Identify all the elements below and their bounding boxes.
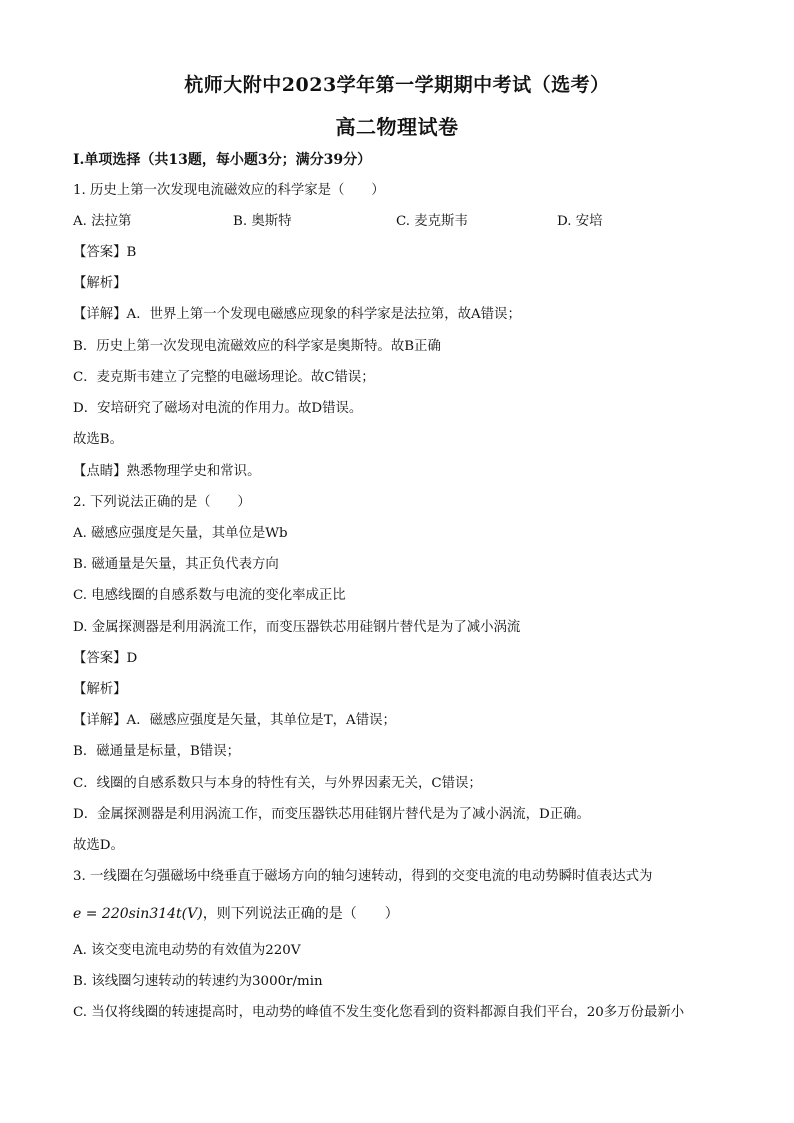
q1-stem: 1. 历史上第一次发现电流磁效应的科学家是（ ）	[73, 183, 385, 198]
q2-detail-2: B．磁通量是标量，B错误；	[73, 744, 240, 759]
q1-option-d: D. 安培	[557, 214, 603, 229]
exam-subtitle: 高二物理试卷	[335, 115, 459, 139]
q1-detail-3: C．麦克斯韦建立了完整的电磁场理论。故C错误；	[73, 370, 375, 385]
q3-stem: 3. 一线圈在匀强磁场中绕垂直于磁场方向的轴匀速转动，得到的交变电流的电动势瞬时值表达式为	[73, 869, 653, 884]
q2-answer: 【答案】D	[73, 651, 138, 666]
q1-option-b: B. 奥斯特	[233, 214, 292, 229]
q2-option-c: C. 电感线圈的自感系数与电流的变化率成正比	[73, 588, 346, 603]
section-heading: I.单项选择（共13题，每小题3分；满分39分）	[73, 152, 372, 168]
q3-option-c: C. 当仅将线圈的转速提高时，电动势的峰值不发生变化您看到的资料都源自我们平台，20多万份最新小	[73, 1005, 685, 1020]
q3-formula: e = 220sin314t(V)	[73, 906, 203, 922]
q2-choose: 故选D。	[73, 838, 124, 853]
exam-title: 杭师大附中2023学年第一学期期中考试（选考）	[184, 74, 610, 96]
q1-detail-4: D．安培研究了磁场对电流的作用力。故D错误。	[73, 401, 363, 416]
q3-option-a: A. 该交变电流电动势的有效值为220V	[73, 943, 301, 958]
q1-answer: 【答案】B	[73, 245, 137, 260]
q2-stem: 2. 下列说法正确的是（ ）	[73, 495, 251, 510]
q2-analysis-label: 【解析】	[73, 682, 127, 697]
q3-formula-tail: ，则下列说法正确的是（ ）	[202, 906, 399, 922]
q2-option-b: B. 磁通量是矢量，其正负代表方向	[73, 557, 279, 572]
q2-detail-3: C．线圈的自感系数只与本身的特性有关，与外界因素无关，C错误；	[73, 776, 482, 791]
q2-option-d: D. 金属探测器是利用涡流工作，而变压器铁芯用硅钢片替代是为了减小涡流	[73, 620, 521, 635]
q1-comment: 【点睛】熟悉物理学史和常识。	[73, 464, 261, 479]
q1-option-c: C. 麦克斯韦	[396, 214, 468, 229]
q2-detail-4: D．金属探测器是利用涡流工作，而变压器铁芯用硅钢片替代是为了减小涡流，D正确。	[73, 807, 590, 822]
q1-option-a: A. 法拉第	[73, 214, 132, 229]
q1-analysis-label: 【解析】	[73, 276, 127, 291]
q1-detail-1: 【详解】A．世界上第一个发现电磁感应现象的科学家是法拉第，故A错误；	[73, 307, 521, 322]
q1-choose: 故选B。	[73, 432, 124, 447]
q3-formula-line	[73, 903, 399, 923]
q3-option-b: B. 该线圈匀速转动的转速约为3000r/min	[73, 974, 323, 989]
q1-detail-2: B．历史上第一次发现电流磁效应的科学家是奥斯特。故B正确	[73, 339, 441, 354]
q2-option-a: A. 磁感应强度是矢量，其单位是Wb	[73, 526, 288, 541]
q2-detail-1: 【详解】A．磁感应强度是矢量，其单位是T，A错误；	[73, 713, 396, 728]
